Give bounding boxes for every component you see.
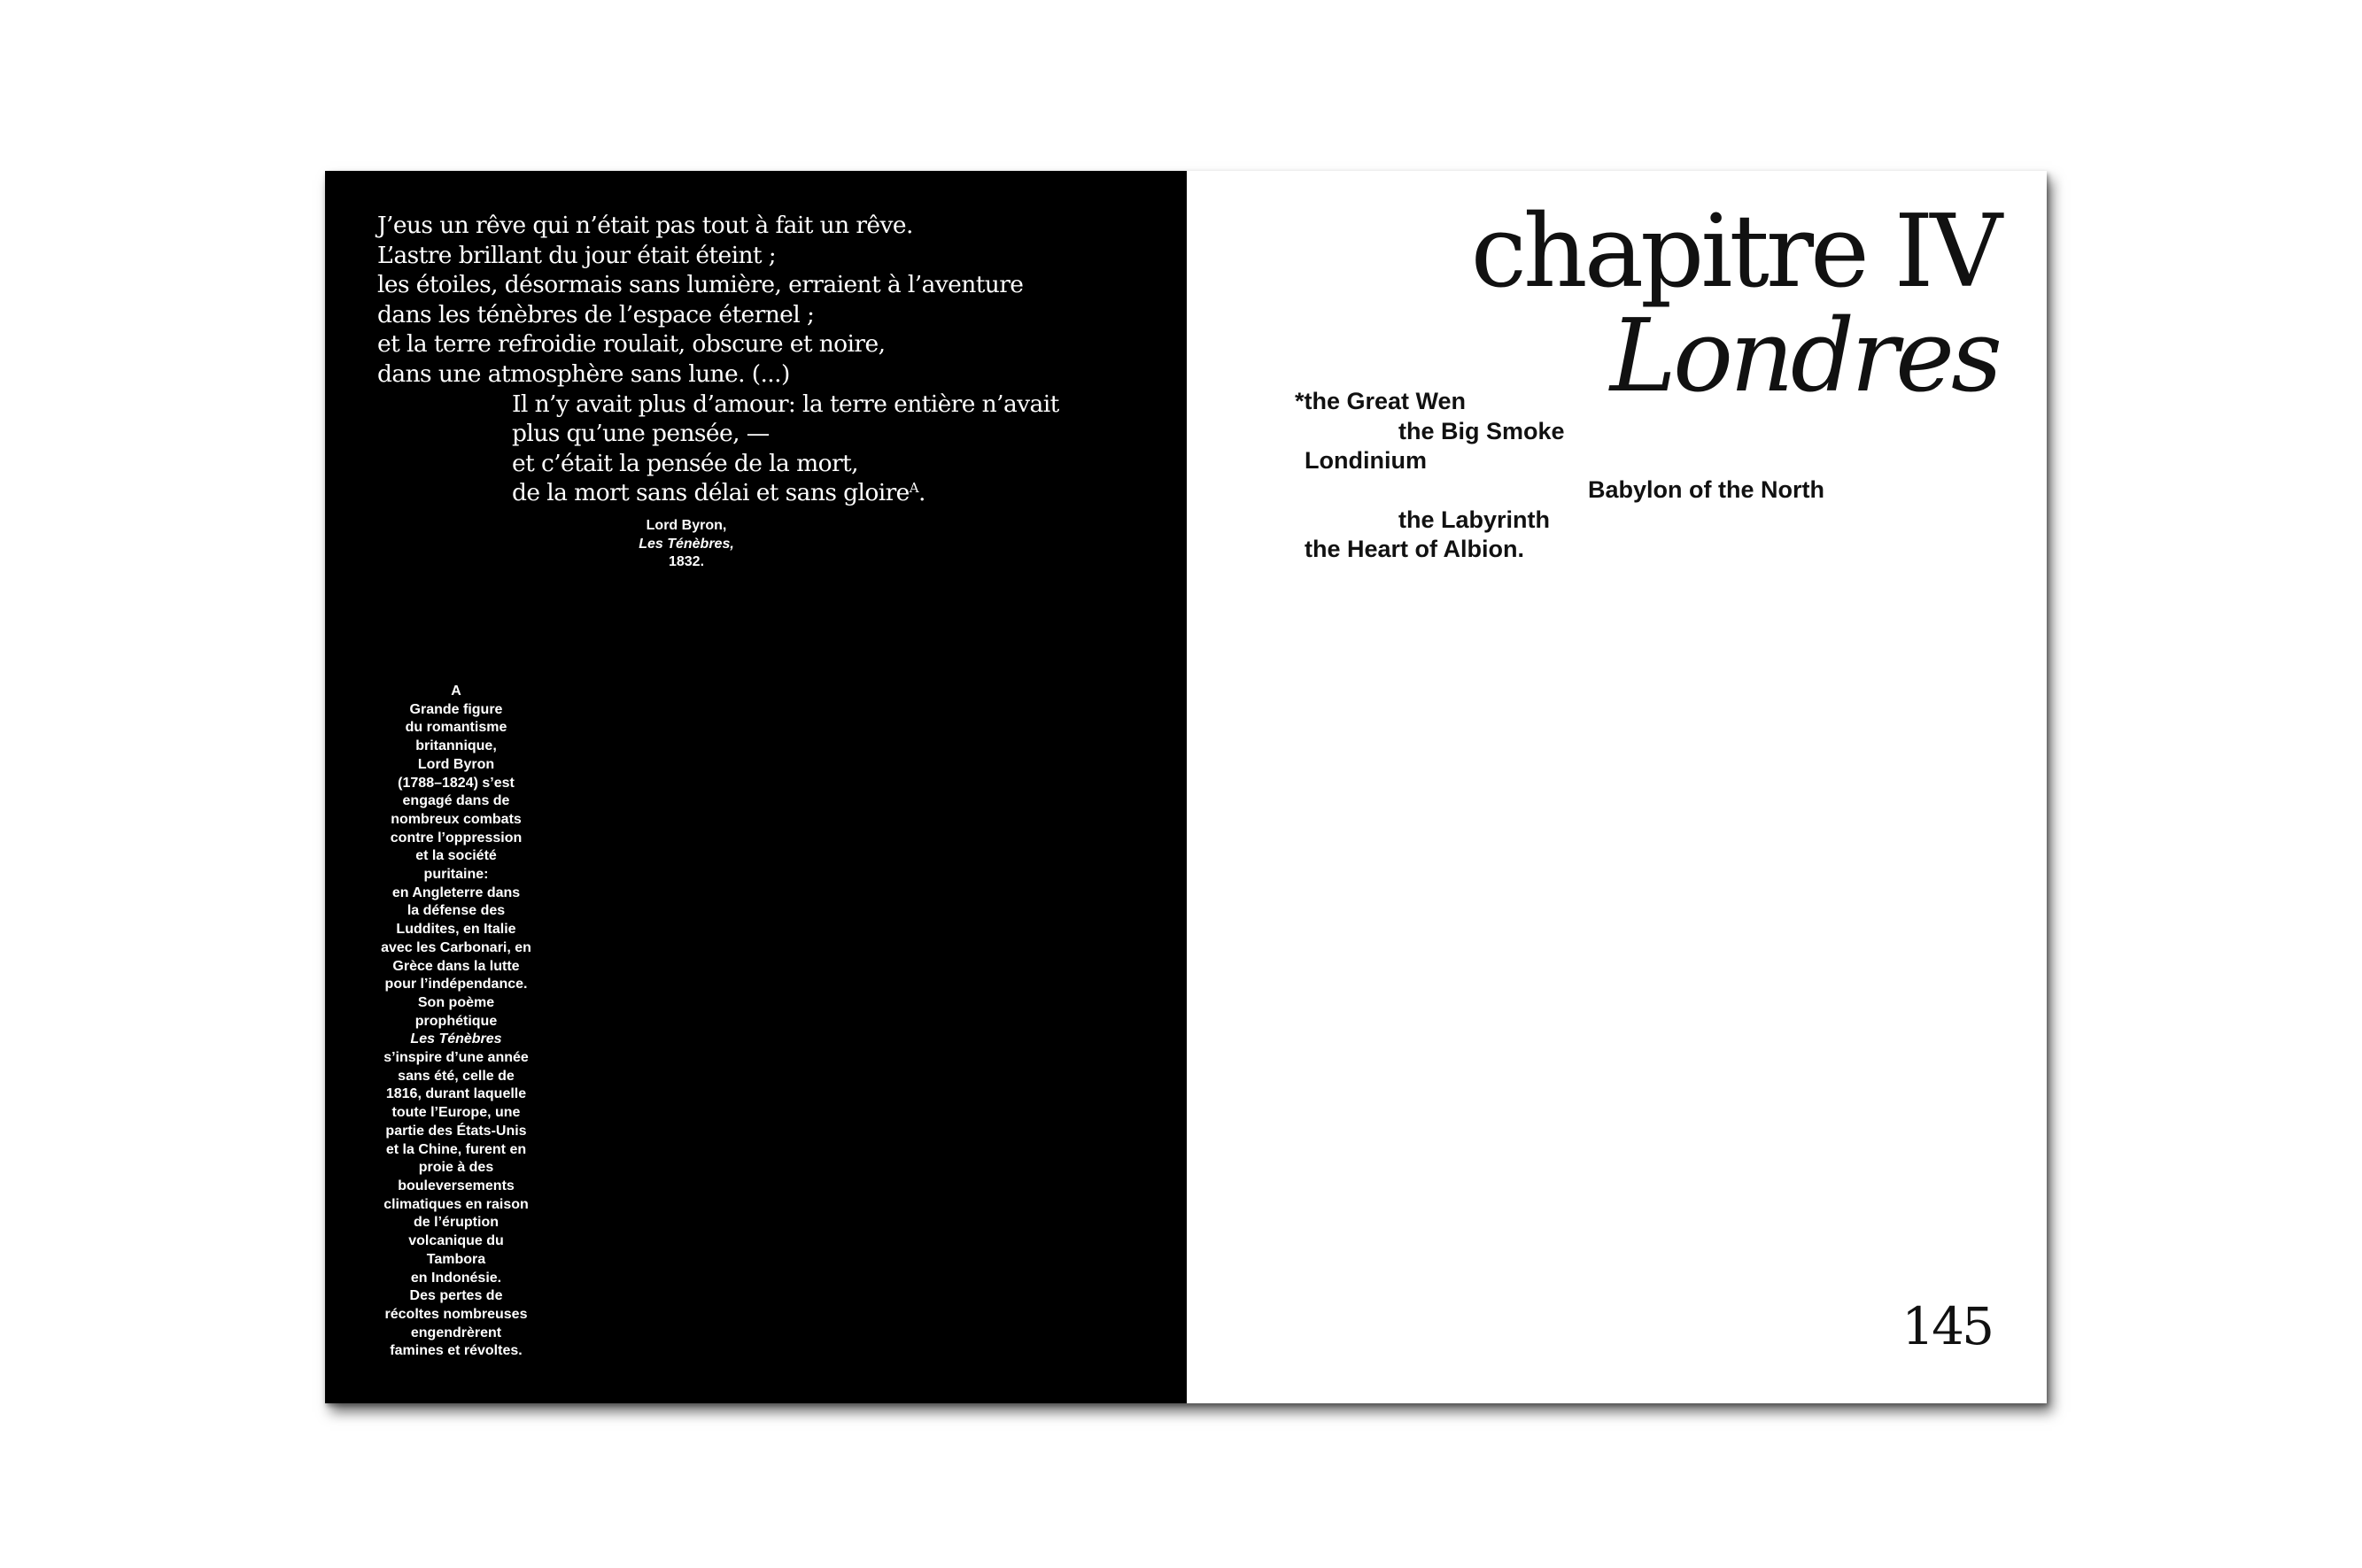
poem-line: J’eus un rêve qui n’était pas tout à fait un rêve. — [377, 212, 913, 239]
sidenote-line: récoltes nombreuses — [384, 1306, 528, 1322]
sidenote-line: Lord Byron — [417, 756, 495, 772]
poem-quote — [377, 211, 1157, 508]
sidenote-line: Grèce dans la lutte — [392, 958, 520, 974]
poem-line: les étoiles, désormais sans lumière, erraient à l’aventure — [377, 271, 1024, 299]
sidenote-line: Luddites, en Italie — [396, 922, 516, 938]
sidenote-line: la défense des — [407, 903, 506, 919]
chapter-subtitle: Londres — [1609, 297, 1999, 414]
sidenote-line: volcanique du — [408, 1233, 504, 1249]
sidenote-line: Son poème — [417, 994, 495, 1010]
poem-line-text: de la mort sans délai et sans gloire — [512, 479, 910, 507]
sidenote-line: en Indonésie. — [410, 1270, 502, 1286]
nickname: the Labyrinth — [1398, 506, 1551, 533]
sidenote-line: et la société — [415, 848, 497, 864]
poem-last-line — [377, 478, 1157, 508]
sidenote-line: (1788–1824) s’est — [398, 775, 515, 791]
sidenote-line: et la Chine, furent en — [385, 1141, 527, 1157]
sidenote-line: climatiques en raison — [383, 1196, 529, 1212]
sidenote-title-italic: Les Ténèbres — [410, 1031, 502, 1047]
sidenote-line: en Angleterre dans — [391, 884, 521, 900]
sidenote-line: pour l’indépendance. — [384, 977, 528, 993]
sidenote-line: puritaine: — [423, 867, 489, 883]
nickname: the Big Smoke — [1398, 418, 1565, 444]
chapter-title: chapitre IV — [1470, 193, 1999, 310]
poem-line: Il n’y avait plus d’amour: la terre entière n’avait — [512, 390, 1059, 418]
poem-line: et la terre refroidie roulait, obscure et noire, — [377, 330, 886, 359]
sidenote-line: proie à des — [418, 1160, 494, 1176]
attribution-work: Les Ténèbres, — [639, 536, 734, 552]
sidenote-line: britannique, — [415, 738, 497, 754]
sidenote-line: avec les Carbonari, en — [381, 939, 531, 955]
nickname: Babylon of the North — [1588, 476, 1824, 503]
sidenote-line: nombreux combats — [391, 811, 522, 827]
sidenote-line: Grande figure — [409, 701, 503, 717]
nickname: *the Great Wen — [1295, 388, 1467, 414]
sidenote-line: 1816, durant laquelle — [385, 1086, 527, 1102]
attribution-year: 1832. — [668, 554, 705, 569]
sidenote-line: bouleversements — [398, 1178, 515, 1193]
poem-line: plus qu’une pensée, — — [512, 420, 770, 448]
sidenote-line: partie des États-Unis — [385, 1123, 527, 1139]
nickname: the Heart of Albion. — [1305, 536, 1524, 562]
sidenote-line: Des pertes de — [409, 1288, 503, 1304]
poem-line: dans une atmosphère sans lune. (...) — [377, 359, 790, 388]
sidenote-line: contre l’oppression — [390, 830, 523, 846]
sidenote-line: sans été, celle de — [398, 1068, 515, 1084]
page-number: 145 — [1901, 1296, 1992, 1356]
poem-attribution — [626, 517, 747, 572]
sidenote-line: engendrèrent — [410, 1325, 502, 1340]
sidenote-line: toute l’Europe, une — [391, 1105, 521, 1121]
sidenote-marker: A — [451, 684, 461, 699]
book-spread — [325, 171, 2047, 1403]
sidenote — [368, 683, 545, 1361]
left-page — [325, 171, 1187, 1403]
sidenote-line: famines et révoltes. — [390, 1343, 523, 1359]
nickname: Londinium — [1305, 447, 1427, 474]
sidenote-line: du romantisme — [405, 720, 507, 736]
footnote-marker: A — [909, 480, 918, 497]
sidenote-line: s’inspire d’une année — [383, 1050, 529, 1066]
poem-line: L’astre brillant du jour était éteint ; — [377, 241, 777, 269]
sidenote-line: de l’éruption — [414, 1215, 499, 1231]
poem-line: dans les ténèbres de l’espace éternel ; — [377, 300, 815, 328]
right-page — [1187, 171, 2047, 1403]
sidenote-line: Tambora — [426, 1251, 486, 1267]
poem-end-punctuation: . — [918, 479, 925, 507]
chapter-heading — [1470, 193, 1999, 414]
sidenote-line: engagé dans de — [402, 793, 510, 809]
sidenote-line: prophétique — [414, 1013, 498, 1029]
attribution-author: Lord Byron, — [646, 518, 727, 533]
poem-line: et c’était la pensée de la mort, — [512, 449, 858, 477]
